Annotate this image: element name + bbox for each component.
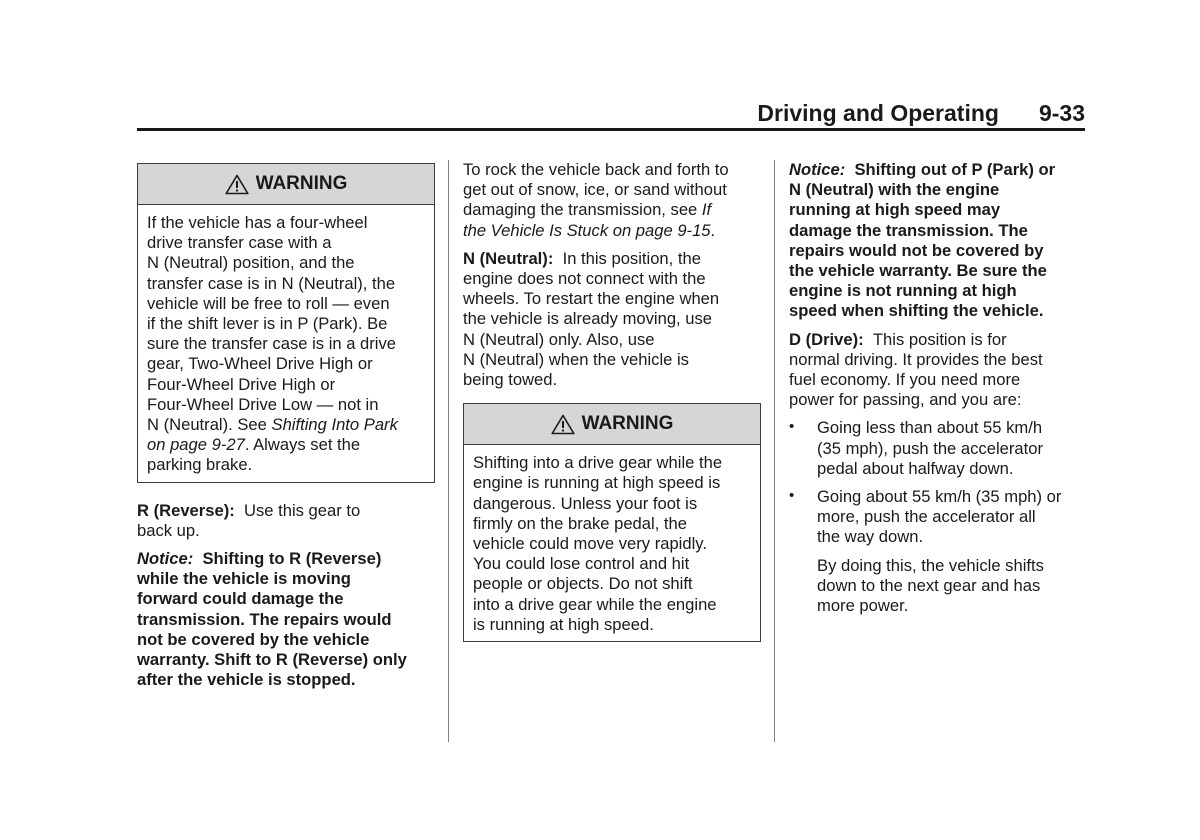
transfer-case-warning (137, 163, 435, 483)
text: You could lose control and hit (473, 554, 690, 574)
text: dangerous. Unless your foot is (473, 493, 698, 513)
reverse-notice (137, 549, 435, 690)
cross-reference-link[interactable]: Shifting Into Park (271, 415, 398, 435)
notice-label: Notice: (137, 549, 194, 569)
text: Four-Wheel Drive Low — not in (147, 394, 379, 414)
text: power for passing, and you are: (789, 390, 1022, 410)
column-2 (463, 160, 761, 642)
text: transmission. The repairs would (137, 609, 392, 629)
warning-line (147, 213, 425, 476)
text: more, push the accelerator all (817, 507, 1036, 527)
warning-title: WARNING (581, 413, 674, 435)
text: To rock the vehicle back and forth to (463, 160, 729, 179)
neutral-paragraph (463, 249, 761, 390)
text: Use this gear to (244, 500, 361, 520)
text: parking brake. (147, 455, 253, 475)
notice-label: Notice: (789, 160, 846, 179)
park-neutral-notice (789, 160, 1087, 322)
text: Going less than about 55 km/h (817, 418, 1043, 438)
reverse-paragraph (137, 501, 435, 541)
follow-up-paragraph (789, 556, 1087, 617)
text: the vehicle is already moving, use (463, 309, 713, 329)
text: not be covered by the vehicle (137, 629, 370, 649)
warning-header (138, 164, 434, 205)
warning-triangle-icon (551, 414, 575, 435)
text: N (Neutral). See (147, 415, 272, 435)
text: forward could damage the (137, 589, 344, 609)
warning-line (473, 453, 751, 635)
bullet-icon: • (789, 418, 795, 436)
text: while the vehicle is moving (137, 569, 351, 589)
cross-reference-link[interactable]: on page 9-27 (147, 435, 245, 455)
text: into a drive gear while the engine (473, 594, 717, 614)
text: Shifting to R (Reverse) (202, 549, 382, 569)
drive-paragraph (789, 330, 1087, 411)
text: is running at high speed. (473, 614, 654, 634)
text: the vehicle warranty. Be sure the (789, 261, 1047, 281)
warning-title: WARNING (255, 172, 348, 194)
text: transfer case is in N (Neutral), the (147, 273, 396, 293)
drive-label: D (Drive): (789, 329, 864, 349)
text: N (Neutral) position, and the (147, 253, 355, 273)
text: By doing this, the vehicle shifts (817, 555, 1044, 575)
text: warranty. Shift to R (Reverse) only (137, 650, 407, 670)
header-rule (137, 128, 1085, 131)
column-3 (789, 160, 1087, 624)
text: after the vehicle is stopped. (137, 670, 356, 690)
text: the way down. (817, 527, 924, 547)
text: Shifting out of P (Park) or (854, 160, 1056, 179)
rock-paragraph (463, 160, 761, 241)
text: people or objects. Do not shift (473, 574, 693, 594)
text: back up. (137, 520, 200, 540)
text: engine is running at high speed is (473, 473, 721, 493)
text: engine does not connect with the (463, 269, 706, 289)
text: get out of snow, ice, or sand without (463, 180, 727, 200)
warning-body (138, 205, 434, 482)
page-number: 9-33 (1038, 99, 1085, 126)
cross-reference-link[interactable]: the Vehicle Is Stuck on page 9-15 (463, 220, 711, 240)
text: Going about 55 km/h (35 mph) or (817, 487, 1062, 507)
text: damage the transmission. The (789, 220, 1028, 240)
column-divider-1 (448, 160, 449, 742)
text: Four-Wheel Drive High or (147, 374, 336, 394)
text: repairs would not be covered by (789, 240, 1044, 260)
text: running at high speed may (789, 200, 1001, 220)
text: . (710, 220, 716, 240)
cross-reference-link[interactable]: If (701, 200, 712, 220)
text: (35 mph), push the accelerator (817, 438, 1043, 458)
text: vehicle will be free to roll — even (147, 293, 390, 313)
text: damaging the transmission, see (463, 200, 702, 220)
bullet-icon: • (789, 487, 795, 505)
page-header (137, 100, 1085, 126)
text: Shifting into a drive gear while the (473, 453, 723, 473)
neutral-label: N (Neutral): (463, 248, 554, 268)
high-speed-warning (463, 403, 761, 642)
text: N (Neutral) only. Also, use (463, 329, 655, 349)
text: more power. (817, 596, 909, 616)
section-title: Driving and Operating (757, 99, 999, 126)
text: N (Neutral) with the engine (789, 180, 1000, 200)
text: In this position, the (562, 248, 701, 268)
text: vehicle could move very rapidly. (473, 534, 707, 554)
text: engine is not running at high (789, 281, 1017, 301)
text: being towed. (463, 370, 558, 390)
text: If the vehicle has a four-wheel (147, 213, 368, 232)
drive-bullet-list (789, 418, 1087, 547)
text: fuel economy. If you need more (789, 370, 1021, 390)
text: wheels. To restart the engine when (463, 289, 720, 309)
warning-header (464, 404, 760, 445)
text: firmly on the brake pedal, the (473, 513, 687, 533)
column-divider-2 (774, 160, 775, 742)
text: drive transfer case with a (147, 233, 332, 253)
text: gear, Two-Wheel Drive High or (147, 354, 373, 374)
column-1 (137, 160, 435, 698)
text: . Always set the (244, 435, 361, 455)
warning-triangle-icon (225, 174, 249, 195)
text: This position is for (872, 329, 1007, 349)
text: down to the next gear and has (817, 575, 1041, 595)
warning-body (464, 445, 760, 641)
list-item (789, 487, 1087, 548)
text: N (Neutral) when the vehicle is (463, 349, 689, 369)
text: speed when shifting the vehicle. (789, 301, 1044, 321)
list-item (789, 418, 1087, 479)
text: sure the transfer case is in a drive (147, 334, 397, 354)
reverse-label: R (Reverse): (137, 500, 235, 520)
text: normal driving. It provides the best (789, 349, 1043, 369)
text: pedal about halfway down. (817, 458, 1014, 478)
text: if the shift lever is in P (Park). Be (147, 314, 388, 334)
